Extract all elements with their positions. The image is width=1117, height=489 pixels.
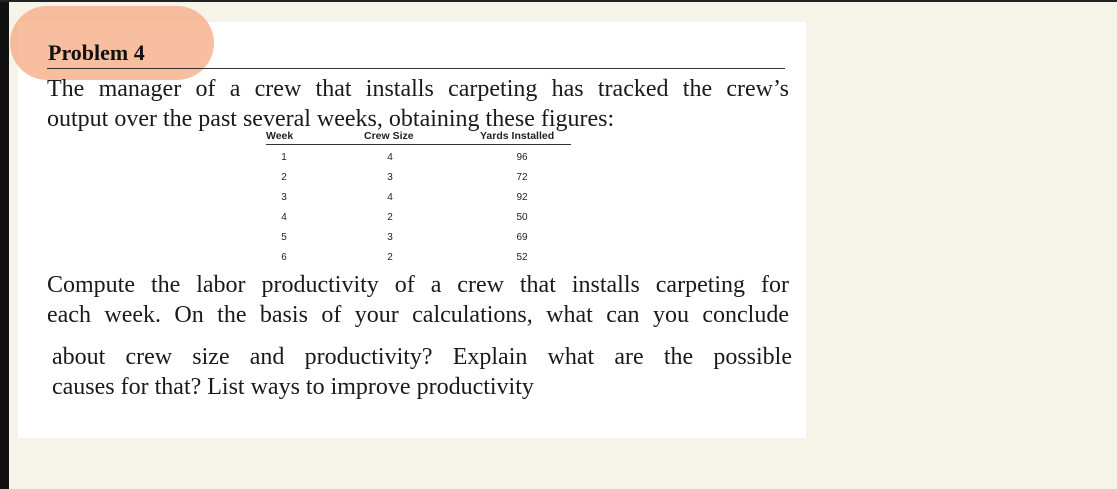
window-top-edge (0, 0, 1117, 2)
problem-intro (47, 74, 789, 134)
header-crew-size: Crew Size (364, 130, 414, 142)
cell-week: 4 (281, 212, 287, 223)
cell-yards: 52 (516, 252, 528, 263)
header-yards-installed: Yards Installed (480, 130, 555, 142)
question-line: each week. On the basis of your calculations, what can you conclude (47, 302, 789, 328)
cell-week: 5 (281, 232, 287, 243)
table-row (266, 165, 571, 185)
cell-yards: 69 (516, 232, 528, 243)
problem-question-continued (52, 342, 792, 402)
problem-title: Problem 4 (48, 40, 145, 65)
intro-line: The manager of a crew that installs carpeting has tracked the crew’s (47, 76, 789, 102)
problem-question (47, 270, 789, 330)
cell-week: 1 (281, 152, 287, 163)
cell-yards: 72 (516, 172, 528, 183)
cell-week: 2 (281, 172, 287, 183)
table-row (266, 245, 571, 265)
cell-crew-size: 3 (387, 172, 393, 183)
table-row (266, 185, 571, 205)
cell-crew-size: 4 (387, 152, 393, 163)
cell-yards: 50 (516, 212, 528, 223)
cell-crew-size: 2 (387, 252, 393, 263)
table-header (266, 128, 571, 145)
question-line: about crew size and productivity? Explain what are the possible (52, 344, 792, 370)
output-table (266, 128, 571, 265)
cell-yards: 92 (516, 192, 528, 203)
cell-week: 6 (281, 252, 287, 263)
table-row (266, 145, 571, 165)
cell-yards: 96 (516, 152, 528, 163)
header-week: Week (266, 130, 294, 142)
table-row (266, 205, 571, 225)
question-line: Compute the labor productivity of a crew that installs carpeting for (47, 272, 789, 298)
window-left-edge (0, 0, 9, 489)
cell-crew-size: 4 (387, 192, 393, 203)
title-divider (47, 68, 785, 69)
intro-line: output over the past several weeks, obtaining these figures: (47, 106, 615, 132)
cell-week: 3 (281, 192, 287, 203)
question-line: causes for that? List ways to improve productivity (52, 374, 534, 400)
table-row (266, 225, 571, 245)
cell-crew-size: 3 (387, 232, 393, 243)
cell-crew-size: 2 (387, 212, 393, 223)
